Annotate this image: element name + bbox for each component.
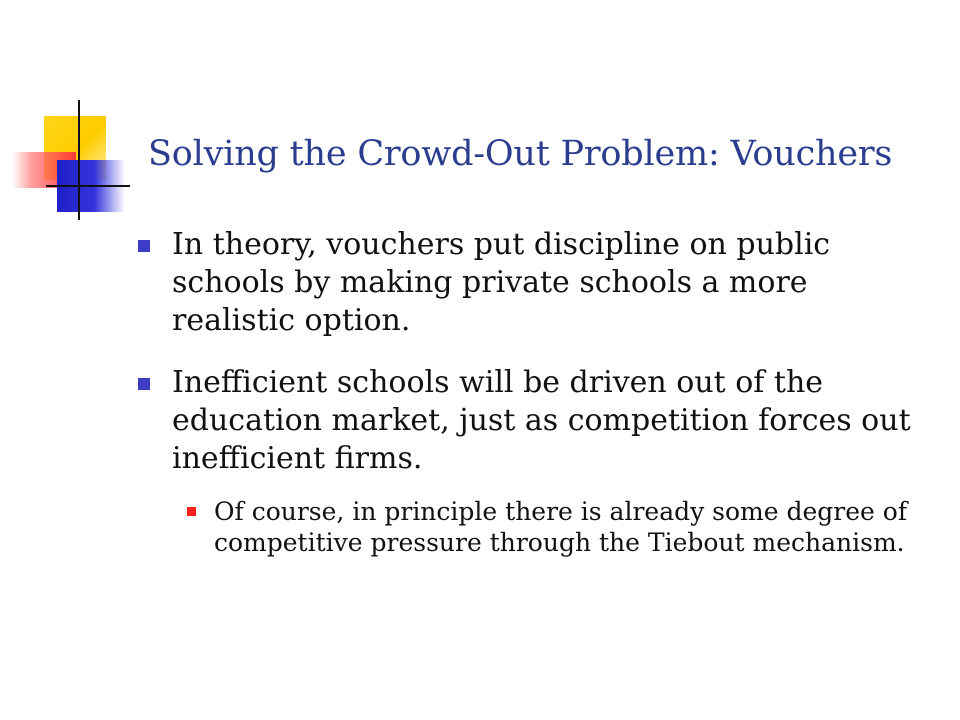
bullet-item (132, 226, 922, 340)
logo-horizontal-line (46, 185, 130, 187)
logo-vertical-line (78, 100, 80, 220)
colored-squares-logo-icon (0, 0, 140, 230)
sub-bullet-item (132, 496, 922, 558)
blue-square-bullet-icon (138, 240, 150, 252)
red-square-bullet-icon (187, 507, 196, 516)
sub-bullet-text: Of course, in principle there is already some degree of competitive pressure through the Tiebout mechanism. (214, 497, 908, 557)
blue-square-bullet-icon (138, 378, 150, 390)
bullet-text: Inefficient schools will be driven out of the education market, just as competition forces out inefficient firms. (172, 365, 911, 476)
slide-title: Solving the Crowd-Out Problem: Vouchers (148, 134, 893, 174)
bullet-text: In theory, vouchers put discipline on public schools by making private schools a more realistic option. (172, 227, 831, 338)
bullet-item (132, 364, 922, 478)
bullet-list (132, 226, 922, 558)
